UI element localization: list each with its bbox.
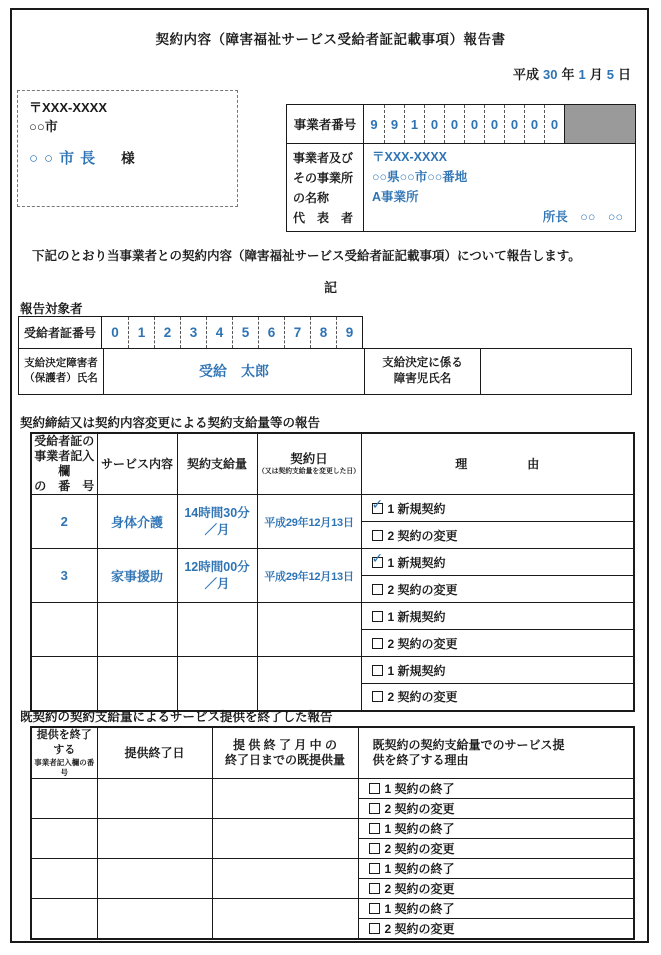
- termination-number-cell: [31, 779, 97, 819]
- recipient-number-row: [18, 316, 363, 349]
- date-year-unit: 年: [561, 67, 575, 82]
- digit-cell: 9: [384, 105, 404, 143]
- checkbox-icon[interactable]: [369, 883, 380, 894]
- digit-cell: 7: [284, 317, 310, 348]
- provided-amount-cell: [212, 859, 358, 899]
- provider-name-value: [363, 144, 635, 231]
- provided-amount-cell: [212, 899, 358, 939]
- contract-table: [30, 432, 635, 712]
- provider-representative: 所長 ○○ ○○: [542, 210, 623, 224]
- addressee-box: [17, 90, 238, 207]
- reason-option-contract-change: 2 契約の変更: [361, 522, 634, 549]
- date-month: 1: [578, 67, 586, 82]
- col-header-reason: 理 由: [361, 433, 634, 495]
- end-date-cell: [97, 819, 212, 859]
- date-year: 30: [543, 67, 558, 82]
- termination-table: [30, 726, 635, 940]
- addressee-city: ○○市: [29, 119, 58, 134]
- provider-office-name: A事業所: [372, 190, 419, 204]
- checkbox-icon[interactable]: [369, 823, 380, 834]
- termination-table-header: [31, 727, 634, 779]
- digit-cell: 0: [464, 105, 484, 143]
- contract-section-heading: 契約締結又は契約内容変更による契約支給量等の報告: [20, 416, 321, 430]
- reason-option-new-contract: 1 新規契約: [361, 657, 634, 684]
- provider-info-table: [286, 104, 636, 232]
- date-era: 平成: [513, 67, 540, 82]
- report-statement: 下記のとおり当事業者との契約内容（障害福祉サービス受給者証記載事項）について報告します。: [32, 249, 581, 263]
- contract-date-cell: [257, 603, 361, 657]
- recipient-name-row: [18, 348, 632, 395]
- date-day: 5: [606, 67, 614, 82]
- digit-cell: 0: [111, 325, 119, 340]
- addressee-line: [29, 149, 226, 168]
- digit-cell: 4: [206, 317, 232, 348]
- addressee-honorific: 様: [121, 151, 135, 166]
- checkbox-icon[interactable]: [372, 611, 383, 622]
- provider-name-row: [286, 144, 636, 232]
- contract-date-cell: 平成29年12月13日: [257, 495, 361, 549]
- digit-cell: 9: [336, 317, 362, 348]
- amount-cell: 14時間30分 ／月: [177, 495, 257, 549]
- reason-option-contract-end: 1 契約の終了: [358, 819, 634, 839]
- recipient-number-label: 受給者証番号: [23, 326, 96, 340]
- service-cell: 家事援助: [97, 549, 177, 603]
- contract-row: [31, 603, 634, 630]
- service-cell: 身体介護: [97, 495, 177, 549]
- termination-row: [31, 899, 634, 919]
- col-header-entry-number: 受給者証の 事業者記入欄 の 番 号: [31, 433, 97, 495]
- provider-number-row: [286, 104, 636, 144]
- end-date-cell: [97, 859, 212, 899]
- end-date-cell: [97, 899, 212, 939]
- provider-number-label: 事業者番号: [293, 118, 357, 132]
- termination-row: [31, 859, 634, 879]
- col-header-end-date: 提供終了日: [97, 727, 212, 779]
- digit-cell: 1: [128, 317, 154, 348]
- reason-option-contract-change: 2 契約の変更: [361, 684, 634, 711]
- digit-cell: 3: [180, 317, 206, 348]
- termination-number-cell: [31, 899, 97, 939]
- provider-number-digits: [363, 105, 564, 143]
- checkbox-icon[interactable]: [369, 903, 380, 914]
- termination-row: [31, 779, 634, 799]
- contract-table-header: [31, 433, 634, 495]
- service-cell: [97, 657, 177, 711]
- digit-cell: 0: [544, 105, 564, 143]
- col-header-date: 契約日 （又は契約支給量を変更した日）: [257, 433, 361, 495]
- reason-option-contract-change: 2 契約の変更: [358, 879, 634, 899]
- digit-cell: 0: [424, 105, 444, 143]
- child-name-value: [480, 349, 631, 394]
- checkbox-icon[interactable]: [372, 503, 383, 514]
- entry-number-cell: 2: [31, 495, 97, 549]
- addressee-postal-code: 〒XXX-XXXX: [29, 100, 108, 115]
- recipient-name-label: 支給決定障害者 （保護者）氏名: [24, 357, 98, 384]
- date-month-unit: 月: [589, 67, 603, 82]
- child-name-label: 支給決定に係る 障害児氏名: [364, 349, 480, 394]
- provider-postal-code: 〒XXX-XXXX: [372, 150, 448, 164]
- reason-option-new-contract: ✓1 新規契約: [361, 549, 634, 576]
- col-header-amount: 契約支給量: [177, 433, 257, 495]
- reason-option-contract-change: 2 契約の変更: [361, 576, 634, 603]
- amount-cell: [177, 603, 257, 657]
- shaded-filler-cell: [564, 105, 635, 143]
- checkbox-icon[interactable]: [369, 863, 380, 874]
- checkbox-icon[interactable]: [369, 783, 380, 794]
- digit-cell: 9: [370, 116, 378, 132]
- entry-number-cell: 3: [31, 549, 97, 603]
- reason-option-new-contract: ✓1 新規契約: [361, 495, 634, 522]
- reason-option-contract-change: 2 契約の変更: [358, 919, 634, 939]
- reason-option-contract-change: 2 契約の変更: [361, 630, 634, 657]
- digit-cell: 0: [444, 105, 464, 143]
- col-header-termination-number: 提供を終了する 事業者記入欄の番号: [31, 727, 97, 779]
- digit-cell: 0: [524, 105, 544, 143]
- digit-cell: 2: [154, 317, 180, 348]
- checkbox-icon[interactable]: [372, 638, 383, 649]
- date-day-unit: 日: [617, 67, 631, 82]
- reason-option-contract-change: 2 契約の変更: [358, 799, 634, 819]
- amount-cell: 12時間00分 ／月: [177, 549, 257, 603]
- contract-row: [31, 657, 634, 684]
- contract-date-cell: [257, 657, 361, 711]
- digit-cell: 8: [310, 317, 336, 348]
- reason-option-contract-change: 2 契約の変更: [358, 839, 634, 859]
- checkbox-icon[interactable]: [369, 803, 380, 814]
- digit-cell: 1: [404, 105, 424, 143]
- provider-name-label: 事業者及び その事業所 の名称 代 表 者: [293, 151, 354, 225]
- addressee-recipient: ○○市長: [29, 150, 102, 167]
- service-cell: [97, 603, 177, 657]
- recipient-number-digits: [101, 317, 362, 348]
- reason-option-new-contract: 1 新規契約: [361, 603, 634, 630]
- provided-amount-cell: [212, 819, 358, 859]
- amount-cell: [177, 657, 257, 711]
- recipient-name-value: 受給 太郎: [103, 349, 364, 394]
- checkbox-icon[interactable]: [372, 584, 383, 595]
- checkbox-icon[interactable]: [372, 691, 383, 702]
- contract-row: [31, 495, 634, 522]
- checkbox-icon[interactable]: [372, 665, 383, 676]
- provider-address: ○○県○○市○○番地: [372, 170, 468, 184]
- entry-number-cell: [31, 603, 97, 657]
- contract-row: [31, 549, 634, 576]
- target-section-heading: 報告対象者: [20, 302, 83, 316]
- checkbox-icon[interactable]: [369, 923, 380, 934]
- termination-number-cell: [31, 859, 97, 899]
- report-date: [511, 64, 633, 83]
- col-header-service: サービス内容: [97, 433, 177, 495]
- reason-option-contract-end: 1 契約の終了: [358, 899, 634, 919]
- digit-cell: 6: [258, 317, 284, 348]
- page-title: 契約内容（障害福祉サービス受給者証記載事項）報告書: [155, 32, 506, 47]
- termination-row: [31, 819, 634, 839]
- termination-number-cell: [31, 819, 97, 859]
- end-date-cell: [97, 779, 212, 819]
- recipient-table: [18, 316, 632, 395]
- contract-date-cell: 平成29年12月13日: [257, 549, 361, 603]
- digit-cell: 0: [484, 105, 504, 143]
- reason-option-contract-end: 1 契約の終了: [358, 859, 634, 879]
- termination-section-heading: 既契約の契約支給量によるサービス提供を終了した報告: [20, 710, 333, 724]
- provided-amount-cell: [212, 779, 358, 819]
- entry-number-cell: [31, 657, 97, 711]
- digit-cell: 0: [504, 105, 524, 143]
- reason-option-contract-end: 1 契約の終了: [358, 779, 634, 799]
- digit-cell: 5: [232, 317, 258, 348]
- checkbox-icon[interactable]: [369, 843, 380, 854]
- col-header-provided-amount: 提 供 終 了 月 中 の 終了日までの既提供量: [212, 727, 358, 779]
- checkbox-icon[interactable]: [372, 530, 383, 541]
- checkbox-icon[interactable]: [372, 557, 383, 568]
- col-header-termination-reason: 既契約の契約支給量でのサービス提 供を終了する理由: [358, 727, 634, 779]
- note-mark: 記: [323, 280, 337, 295]
